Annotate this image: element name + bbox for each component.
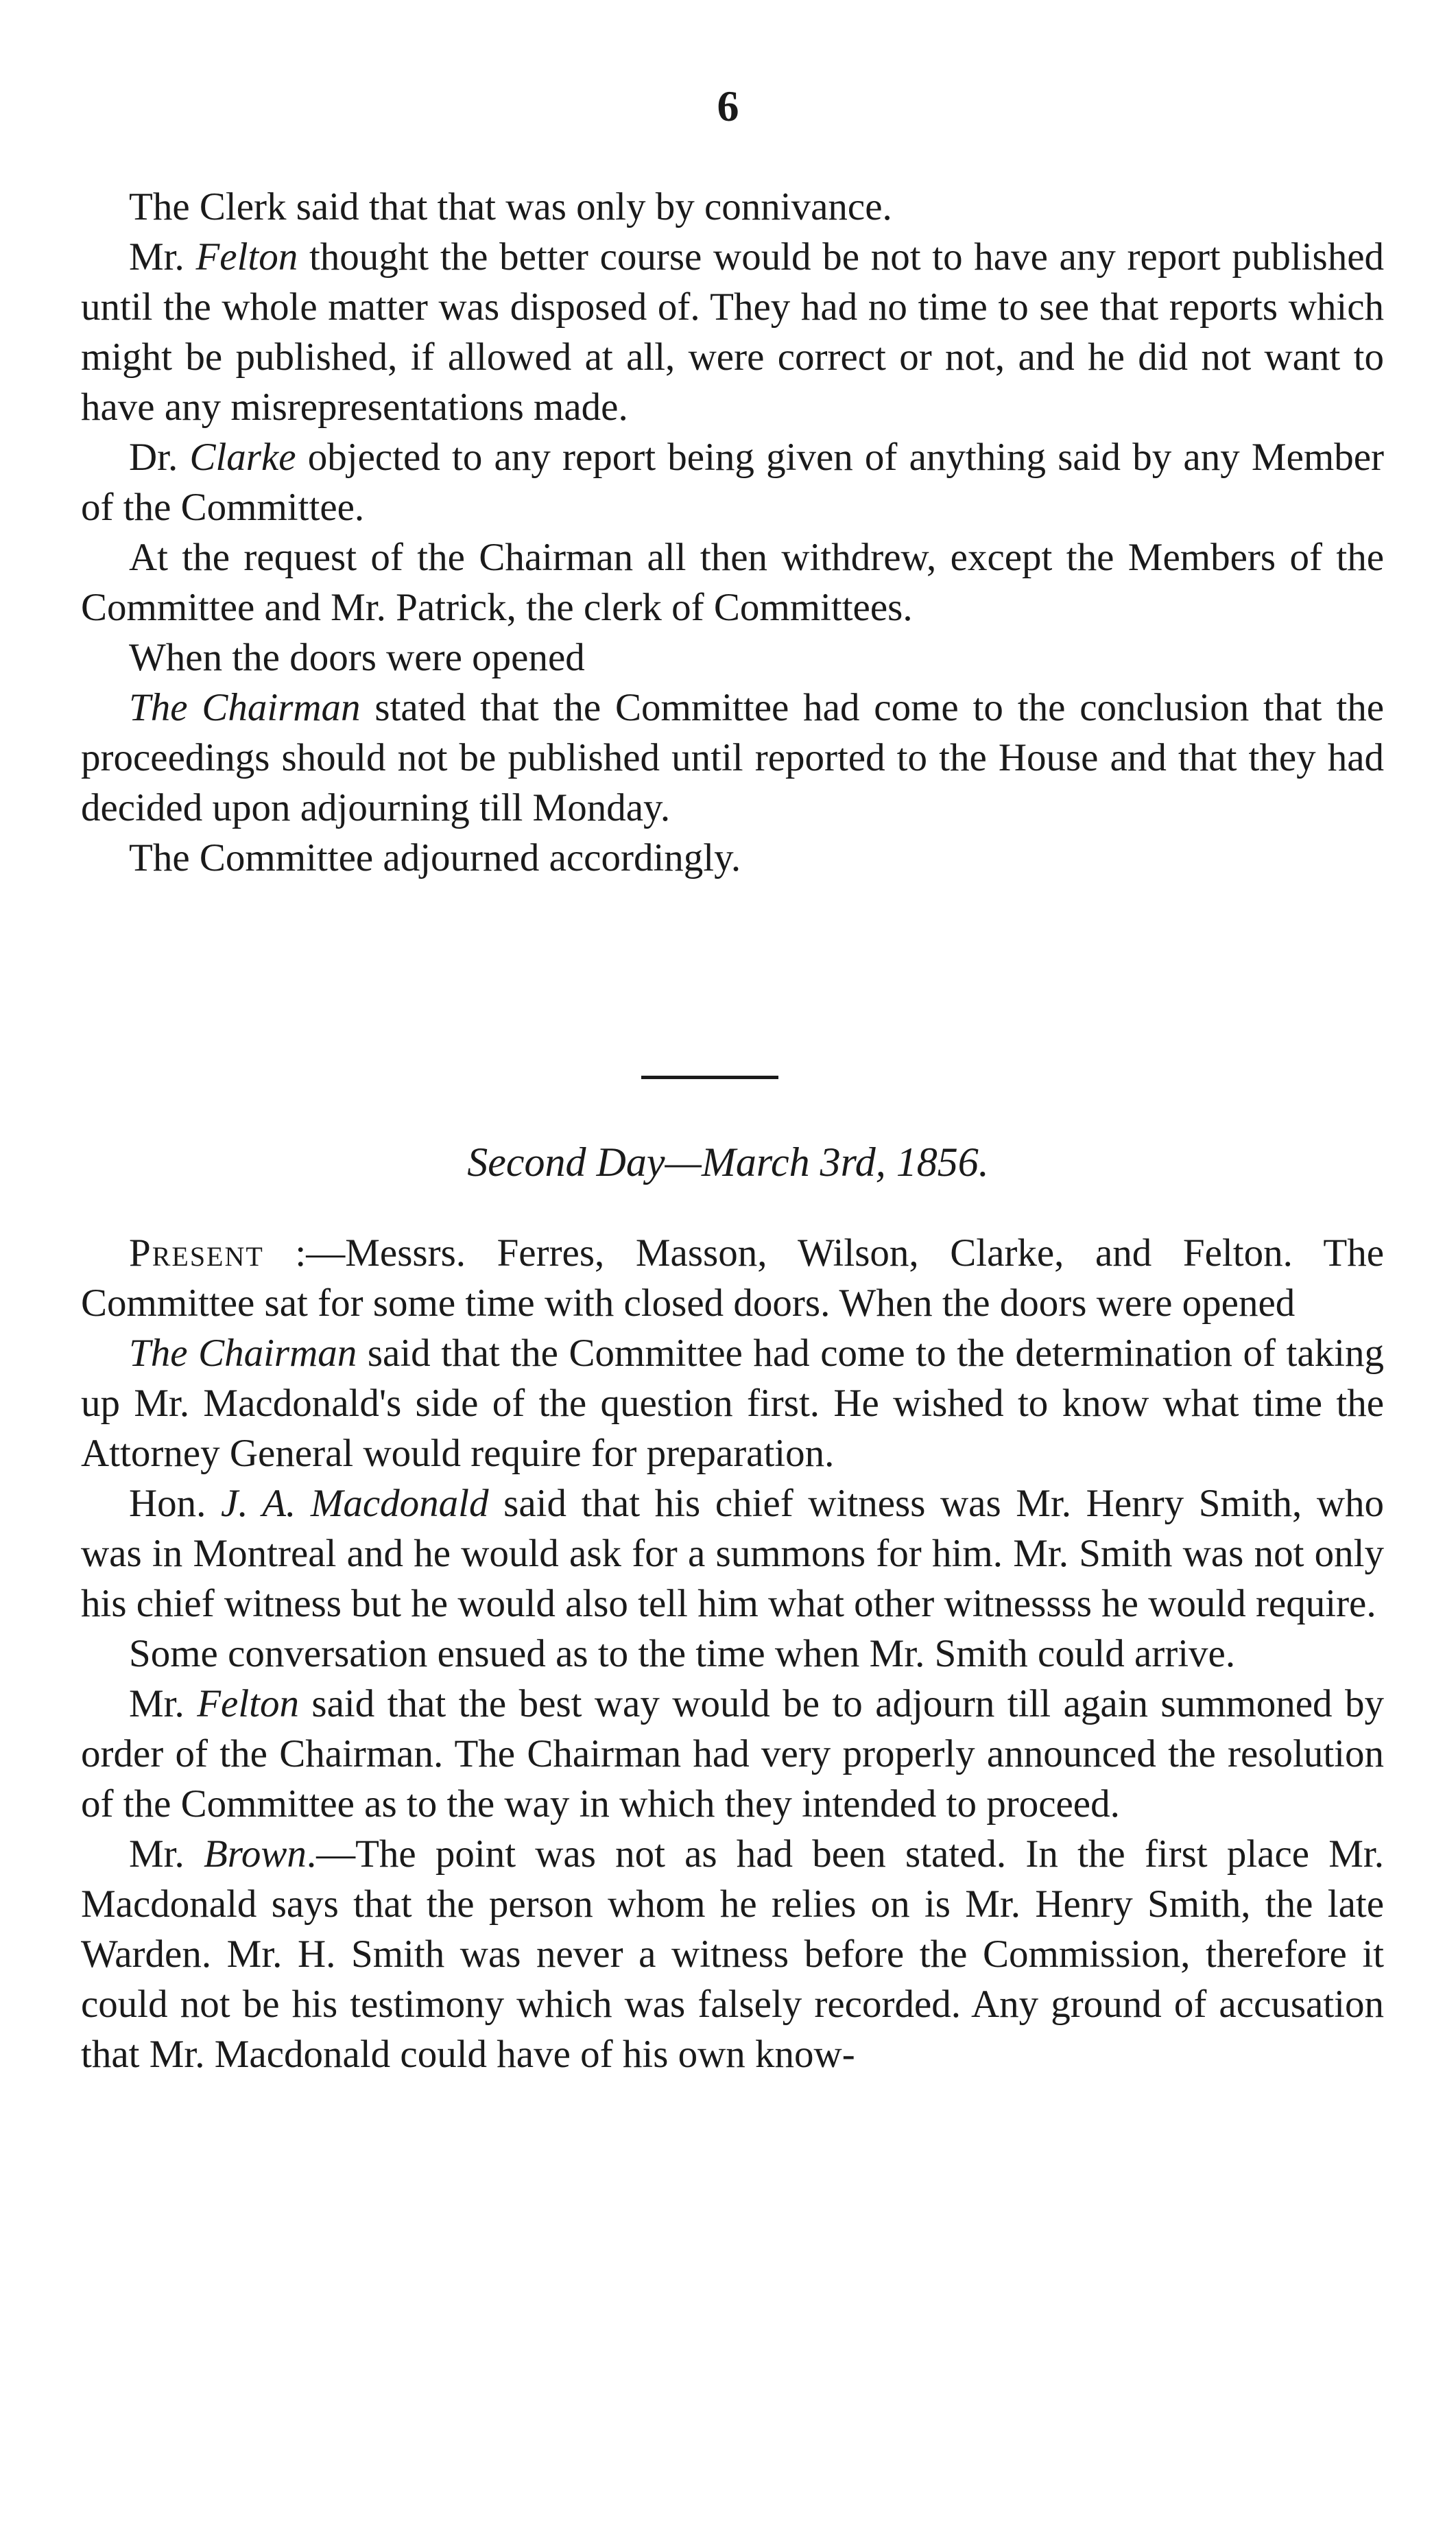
section-second-day [81, 1228, 1384, 2079]
paragraph-text: Some conversation ensued as to the time when Mr. Smith could arrive. [129, 1632, 1236, 1675]
paragraph [81, 1328, 1384, 1478]
paragraph-text: The Committee adjourned accordingly. [129, 836, 741, 879]
section-heading: Second Day—March 3rd, 1856. [467, 1139, 989, 1185]
speaker-name: Clarke [189, 436, 296, 479]
paragraph-text: Mr. [129, 1682, 198, 1725]
paragraph-text: thought the better course would be not to have any report published until the whole matter was disposed of. They had no time to see that reports which might be published, if allowed at all, were correct or not, and he did not want to have any misrepresentations made. [81, 235, 1384, 429]
paragraph [81, 1228, 1384, 1328]
section-first-day [81, 182, 1384, 883]
paragraph-text: stated that the Committee had come to the conclusion that the proceedings should not be published until reported to the House and that they had decided upon adjourning till Monday. [81, 686, 1385, 829]
paragraph [81, 182, 1384, 232]
paragraph [81, 1679, 1384, 1829]
paragraph [81, 1829, 1384, 2079]
paragraph [81, 1478, 1384, 1629]
paragraph-text: The Clerk said that that was only by connivance. [129, 185, 892, 228]
section-divider [641, 1076, 778, 1079]
paragraph [81, 1629, 1384, 1679]
paragraph-text: Mr. [129, 235, 196, 279]
speaker-name: The Chairman [129, 1332, 357, 1375]
paragraph-text: Mr. [129, 1832, 204, 1876]
paragraph [81, 633, 1384, 683]
paragraph [81, 432, 1384, 532]
paragraph-text: :—Messrs. Ferres, Masson, Wilson, Clarke, and Felton. The Committee sat for some time with closed doors. When the doors were opened [81, 1231, 1384, 1325]
paragraph-text: said that his chief witness was Mr. Henry Smith, who was in Montreal and he would ask for a summons for him. Mr. Smith was not only his chief witness but he would also tell him what other witnessss he would require. [81, 1482, 1384, 1625]
paragraph-text: Hon. [129, 1482, 222, 1525]
paragraph-text: objected to any report being given of anything said by any Member of the Committee. [81, 436, 1385, 529]
paragraph [81, 232, 1384, 432]
paragraph-text: At the request of the Chairman all then withdrew, except the Members of the Committee and Mr. Patrick, the clerk of Committees. [81, 536, 1384, 629]
paragraph [81, 833, 1384, 883]
present-label: Present [129, 1231, 264, 1275]
paragraph [81, 532, 1384, 633]
speaker-name: J. A. Macdonald [221, 1482, 489, 1525]
paragraph-text: said that the best way would be to adjourn till again summoned by order of the Chairman. The Chairman had very properly announced the resolution of the Committee as to the way in which they intended to proceed. [81, 1682, 1384, 1826]
speaker-name: Brown [203, 1832, 307, 1876]
page-number: 6 [717, 82, 739, 130]
paragraph-text: When the doors were opened [129, 636, 585, 679]
speaker-name: Felton [195, 235, 298, 279]
paragraph [81, 683, 1384, 833]
paragraph-text: Dr. [129, 436, 190, 479]
paragraph-text: said that the Committee had come to the determination of taking up Mr. Macdonald's side of the question first. He wished to know what time the Attorney General would require for preparation. [81, 1332, 1385, 1475]
speaker-name: The Chairman [129, 686, 361, 729]
speaker-name: Felton [197, 1682, 299, 1725]
paragraph-text: .—The point was not as had been stated. In the first place Mr. Macdonald says that the person whom he relies on is Mr. Henry Smith, the late Warden. Mr. H. Smith was never a witness before the Commission, therefore it could not be his testimony which was falsely recorded. Any ground of accusation that Mr. Macdonald could have of his own know- [81, 1832, 1384, 2076]
